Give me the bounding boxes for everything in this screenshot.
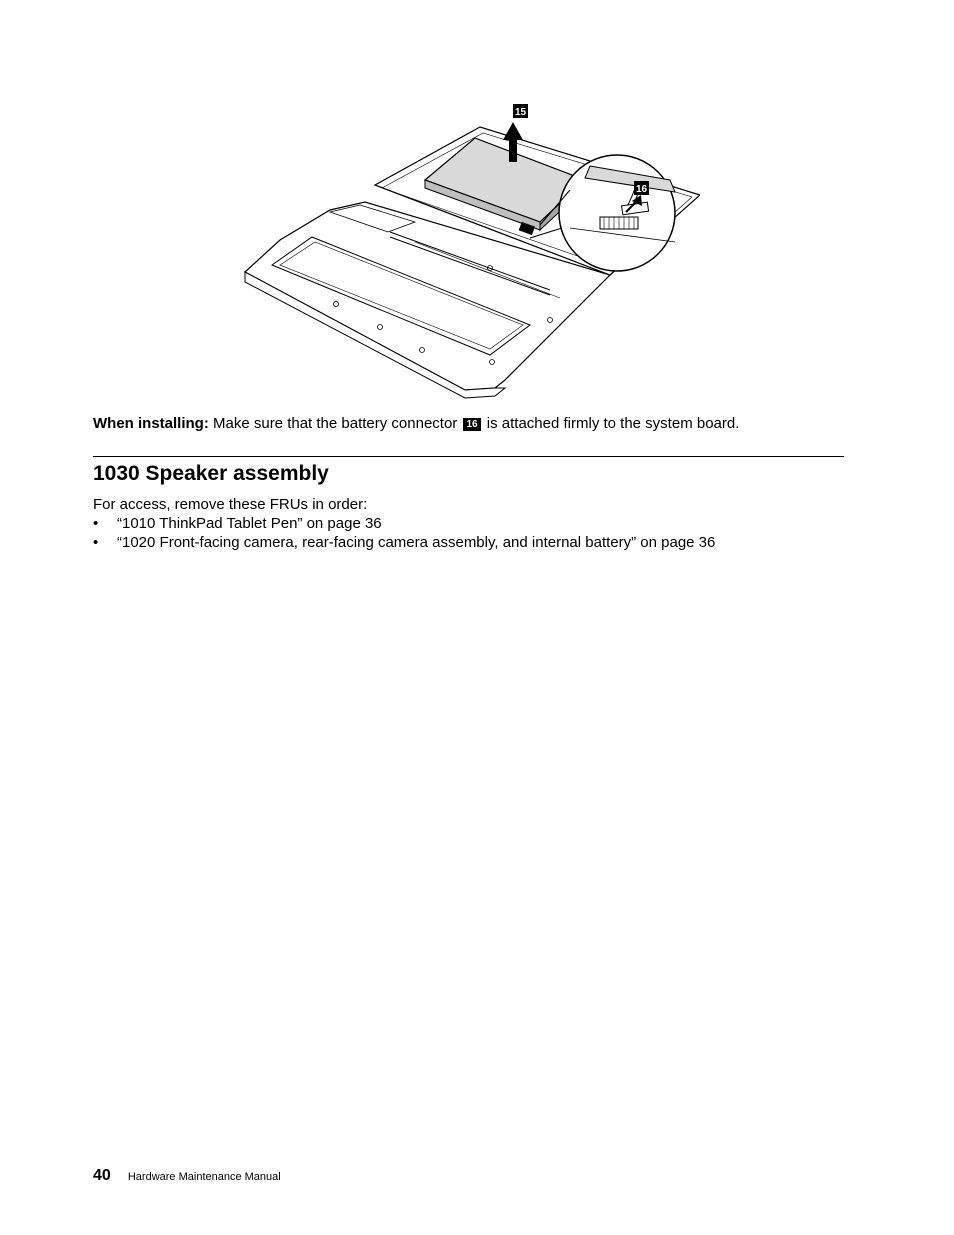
installation-note-text-before: Make sure that the battery connector bbox=[213, 415, 458, 432]
manual-title: Hardware Maintenance Manual bbox=[127, 1171, 281, 1183]
fru-list bbox=[93, 514, 715, 552]
bullet-icon: • bbox=[93, 515, 99, 532]
installation-note-label: When installing: bbox=[93, 415, 209, 432]
fru-list-item[interactable] bbox=[93, 514, 715, 533]
fru-link-camera-battery[interactable]: “1020 Front-facing camera, rear-facing camera assembly, and internal battery” on page 36 bbox=[117, 534, 716, 551]
page-number: 40 bbox=[93, 1167, 111, 1184]
installation-note bbox=[93, 414, 739, 434]
callout-15: 15 bbox=[514, 107, 527, 118]
section-divider bbox=[93, 456, 844, 457]
fru-list-item[interactable] bbox=[93, 533, 715, 552]
connector-callout-badge: 16 bbox=[463, 418, 480, 431]
battery-removal-illustration bbox=[240, 100, 700, 400]
installation-note-text-after: is attached firmly to the system board. bbox=[486, 415, 740, 432]
bullet-icon: • bbox=[93, 534, 99, 551]
fru-link-pen[interactable]: “1010 ThinkPad Tablet Pen” on page 36 bbox=[117, 515, 382, 532]
section-title: 1030 Speaker assembly bbox=[93, 462, 329, 485]
page-footer bbox=[93, 1166, 281, 1187]
access-intro: For access, remove these FRUs in order: bbox=[93, 496, 368, 513]
callout-16: 16 bbox=[635, 184, 648, 195]
